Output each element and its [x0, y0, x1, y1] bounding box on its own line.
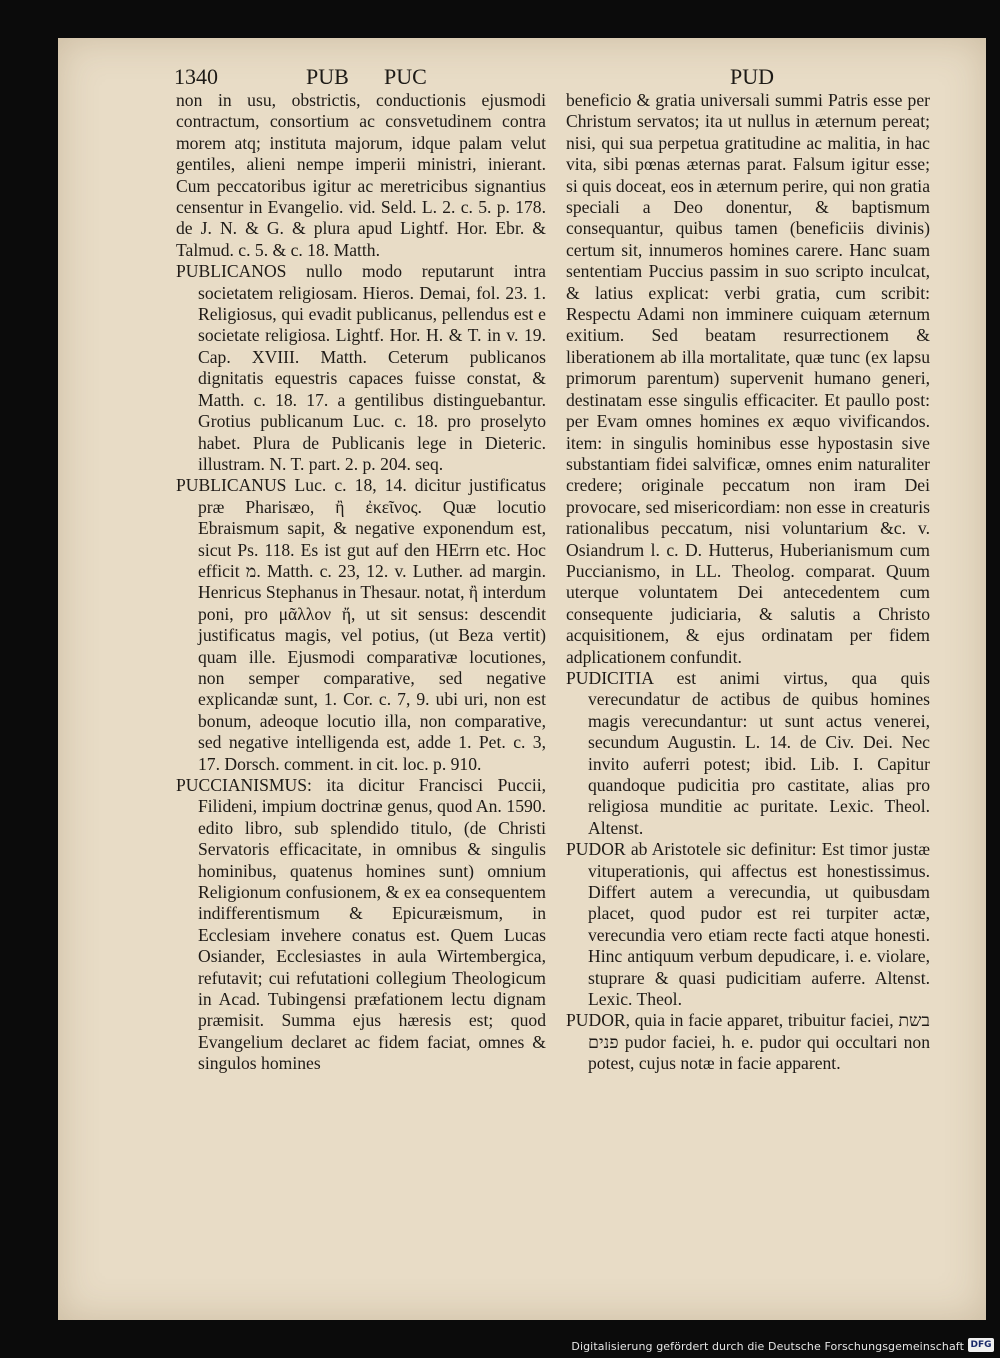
- paragraph-continuation: non in usu, obstrictis, conductionis ejusmodi contractum, consortium ac consvetudinem contra morem atq; instituta majorum, idque palam velut gentiles, alieni nempe imperii ministri, inierant. Cum peccatoribus igitur ac meretricibus signantius censentur in Evangelio. vid. Seld. L. 2. c. 5. p. 178. de J. N. & G. & plura apud Lightf. Hor. Ebr. & Talmud. c. 5. & c. 18. Matth.: [176, 90, 546, 260]
- scanned-page: [58, 38, 986, 1320]
- entry-publicanus: PUBLICANUS Luc. c. 18, 14. dicitur justificatus præ Pharisæo, ἢ ἐκεῖνος. Quæ locutio Ebraismum sapit, & negative exponendum est, sicut Ps. 118. Es ist gut auf den HErrn etc. Hoc efficit מ. Matth. c. 23, 12. v. Luther. ad margin. Henricus Stephanus in Thesaur. notat, ἢ interdum poni, pro μᾶλλον ἤ, ut sit sensus: descendit justificatus magis, vel potius, (ut Beza vertit) quam ille. Ejusmodi comparativæ locutiones, non semper comparative, sed negative explicandæ sunt, 1. Cor. c. 7, 9. ubi uri, non est bonum, adeoque locutio illa, non comparative, sed negative intelligenda est, adde 1. Pet. c. 3, 17. Dorsch. comment. in cit. loc. p. 910.: [176, 475, 546, 774]
- guide-word-right: PUD: [730, 64, 775, 89]
- entry-pudor-faciei: PUDOR, quia in facie apparet, tribuitur faciei, בשת פנים pudor faciei, h. e. pudor qui occultari non potest, cujus notæ in facie apparent.: [566, 1010, 930, 1074]
- guide-word-left-2: PUC: [384, 64, 427, 89]
- left-column: [176, 90, 546, 1075]
- entry-pudicitia: PUDICITIA est animi virtus, qua quis verecundatur de actibus de quibus homines magis verecundantur: ut sunt actus venerei, secundum Augustin. L. 14. de Civ. Dei. Nec invito auferri potest; ibid. Lib. I. Capitur quandoque pudicitia pro castitate, alias pro religiosa munditie ac puritate. Lexic. Theol. Altenst.: [566, 667, 930, 838]
- right-column: [566, 90, 930, 1075]
- guide-word-left-1: PUB: [306, 64, 349, 89]
- page-number: 1340: [174, 64, 218, 89]
- entry-publicanos: PUBLICANOS nullo modo reputarunt intra societatem religiosam. Hieros. Demai, fol. 23. 1. Religiosus, qui evadit publicanus, pellendus est e societate religiosa. Lightf. Hor. H. & T. in v. 19. Cap. XVIII. Matth. Ceterum publicanos dignitatis equestris capaces fuisse constat, & Matth. c. 18. 17. a gentilibus distinguebantur. Grotius publicanum Luc. c. 18. pro proselyto habet. Plura de Publicanis lege in Dieteric. illustram. N. T. part. 2. p. 204. seq.: [176, 261, 546, 474]
- funding-credit: Digitalisierung gefördert durch die Deutsche Forschungsgemeinschaft: [571, 1340, 964, 1353]
- footer-bar: [0, 1334, 1000, 1358]
- dfg-logo-icon: DFG: [968, 1338, 994, 1352]
- entry-pudor: PUDOR ab Aristotele sic definitur: Est timor justæ vituperationis, qui affectus est honestissimus. Differt autem a verecundia, ut quibusdam placet, quod pudor est rei turpiter actæ, verecundia vero etiam recte facti atque honesti. Hinc antiquum verbum depudicare, i. e. violare, stuprare & quasi pudicitiam auferre. Altenst. Lexic. Theol.: [566, 839, 930, 1010]
- entry-puccianismus: PUCCIANISMUS: ita dicitur Francisci Puccii, Filideni, impium doctrinæ genus, quod An. 1590. edito libro, sub splendido titulo, (de Christi Servatoris efficacitate, in omnibus & singulis hominibus, quatenus homines sunt) omnium Religionum confusionem, & ex ea consequentem indifferentismum & Epicuræismum, in Ecclesiam invehere conatus est. Quem Lucas Osiander, Ecclesiastes in aula Wirtembergica, refutavit; cui refutationi collegium Theologicum in Acad. Tubingensi præfationem lectu dignam præmisit. Summa ejus hæresis est; quod Evangelium declaret ac fidem faciat, omnes & singulos homines: [176, 775, 546, 1074]
- paragraph-continuation-right: beneficio & gratia universali summi Patris esse per Christum servatos; ita ut nullus in æternum pereat; nisi, qui sua perpetua gratitudine ac malitia, in hac vita, sibi pœnas æternas parat. Falsum igitur esse; si quis doceat, eos in æternum perire, qui non gratia speciali a Deo donentur, & baptismum consequantur, quibus tamen (beneficiis divinis) certum sit, innumeros homines carere. Hanc suam sententiam Puccius passim in suo scripto inculcat, & latius explicat: verbi gratia, cum scribit: Respectu Adami non imminere cuiquam æternum exitium. Sed beatam resurrectionem & liberationem ab illa mortalitate, quæ tunc (ex lapsu primorum parentum) supervenit humano generi, destinatam esse singulis efficaciter. Et paullo post: per Evam omnes homines ex æquo vivificandos. item: in singulis hominibus esse hypostasin sive substantiam fidei salvificæ, omnes enim naturaliter credere; originale peccatum non iram Dei provocare, sed misericordiam: non esse in creaturis rationalibus peccatum, nisi voluntarium &c. v. Osiandrum l. c. D. Hutterus, Huberianismum cum Puccianismo, in LL. Theolog. comparat. Quum uterque voluntatem Dei antecedentem cum consequente judiciaria, & salutis a Christo acquisitionem, & ejus ordinatam per fidem adplicationem confundit.: [566, 90, 931, 667]
